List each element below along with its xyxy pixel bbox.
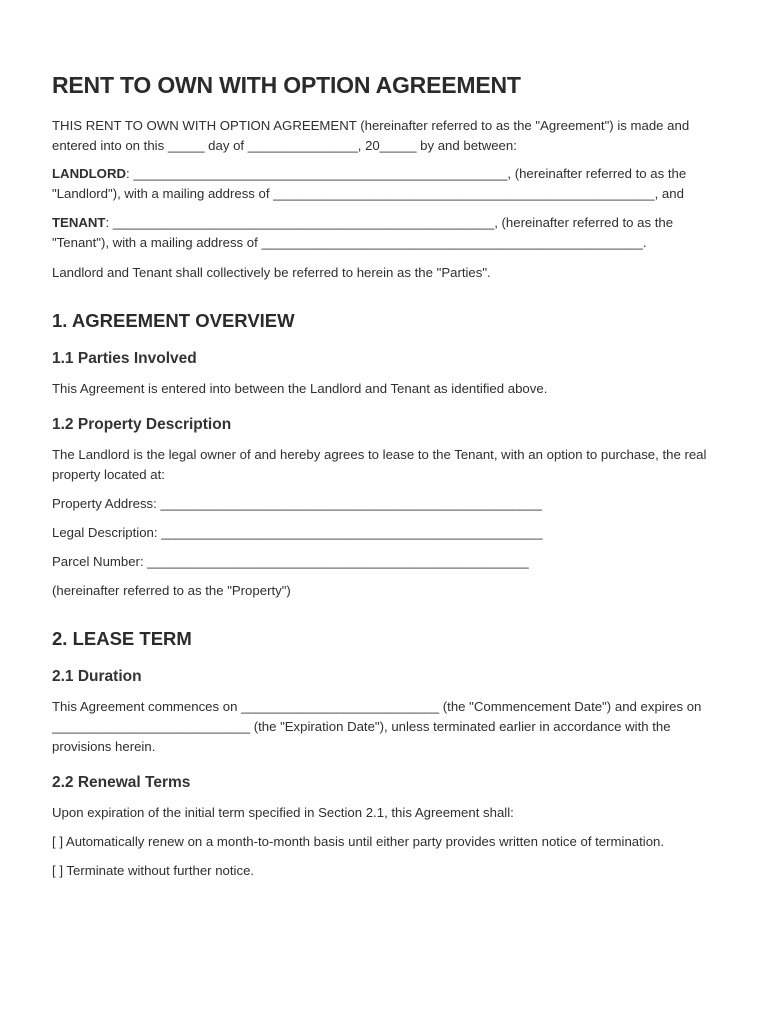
parcel-number-field: Parcel Number: ____________________________________________________ — [52, 554, 529, 569]
landlord-label: LANDLORD — [52, 166, 126, 181]
renewal-option-auto: [ ] Automatically renew on a month-to-month basis until either party provides written notice of termination. — [52, 834, 665, 849]
section-1-heading: 1. AGREEMENT OVERVIEW — [52, 310, 295, 331]
document-page — [52, 70, 732, 890]
tenant-paragraph — [52, 213, 732, 253]
section-2-2-heading: 2.2 Renewal Terms — [52, 774, 191, 791]
legal-description-field: Legal Description: ____________________________________________________ — [52, 525, 543, 540]
landlord-text: : ___________________________________________________, (hereinafter referred to as the "Landlord"), with a mailing address of ____________________________________________________, and — [52, 166, 687, 201]
parties-paragraph: Landlord and Tenant shall collectively be referred to herein as the "Parties". — [52, 265, 491, 280]
renewal-option-terminate: [ ] Terminate without further notice. — [52, 863, 255, 878]
section-2-1-text: This Agreement commences on ___________________________ (the "Commencement Date") and expires on ___________________________ (the "Expiration Date"), unless terminated earlier in accordance with the provisions herein. — [52, 699, 702, 754]
section-1-1-heading: 1.1 Parties Involved — [52, 350, 197, 367]
property-reference: (hereinafter referred to as the "Property") — [52, 583, 291, 598]
section-2-heading: 2. LEASE TERM — [52, 628, 192, 649]
tenant-text: : ____________________________________________________, (hereinafter referred to as the "Tenant"), with a mailing address of ____________________________________________________. — [52, 215, 674, 250]
section-1-2-text: The Landlord is the legal owner of and hereby agrees to lease to the Tenant, with an option to purchase, the real property located at: — [52, 447, 707, 482]
landlord-paragraph — [52, 164, 732, 204]
section-2-1-heading: 2.1 Duration — [52, 668, 142, 685]
intro-paragraph: THIS RENT TO OWN WITH OPTION AGREEMENT (hereinafter referred to as the "Agreement") is made and entered into on this _____ day of _______________, 20_____ by and between: — [52, 118, 690, 153]
section-2-2-text: Upon expiration of the initial term specified in Section 2.1, this Agreement shall: — [52, 805, 514, 820]
tenant-label: TENANT — [52, 215, 106, 230]
document-title: RENT TO OWN WITH OPTION AGREEMENT — [52, 72, 521, 98]
section-1-2-heading: 1.2 Property Description — [52, 416, 232, 433]
section-1-1-text: This Agreement is entered into between the Landlord and Tenant as identified above. — [52, 381, 548, 396]
property-address-field: Property Address: ____________________________________________________ — [52, 496, 542, 511]
